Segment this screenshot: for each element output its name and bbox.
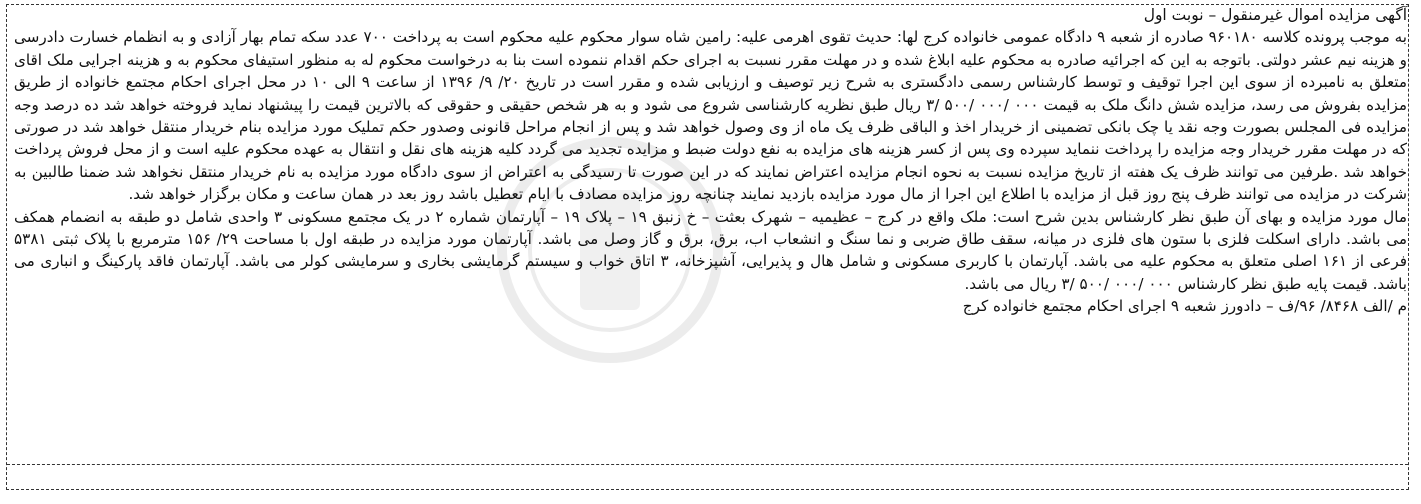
notice-title: آگهی مزایده اموال غیرمنقول – نوبت اول <box>1143 6 1407 24</box>
notice-reference: م /الف ۸۴۶۸/ ۹۶/ف – دادورز شعبه ۹ اجرای احکام مجتمع خانواده کرج <box>962 297 1407 316</box>
notice-paragraph-terms: به موجب پرونده کلاسه ۹۶۰۱۸۰ صادره از شعبه ۹ دادگاه عمومی خانواده کرج لها: حدیث تقوی اهرمی علیه: رامین شاه سوار محکوم علیه محکوم است به پرداخت ۷۰۰ عدد سکه تمام بهار آزادی و به انظمام خسارت دادرسی و هزینه نیم عشر دولتی. باتوجه به این که اجرائیه صادره به محکوم علیه ابلاغ شده و در مهلت مقرر نسبت به اجرای حکم اقدام ننموده است بنا به درخواست محکوم له به منظور استیفای محکوم به و هزینه اجرایی ملک اقای متعلق به نامبرده از سوی این اجرا توقیف و توسط کارشناس رسمی دادگستری به شرح زیر توصیف و ارزیابی شده و مقرر است در تاریخ ۲۰/ ۹/ ۱۳۹۶ از ساعت ۹ الی ۱۰ در محل اجرای احکام مجتمع خانواده از طریق مزایده بفروش می رسد، مزایده شش دانگ ملک به قیمت ۰۰۰ /۰۰۰ /۵۰۰ /۳ ریال طبق نظریه کارشناسی شروع می شود و به هر شخص حقیقی و حقوقی که بالاترین قیمت را پیشنهاد نماید فروخته خواهد شد ده درصد وجه مزایده فی المجلس بصورت وجه نقد یا چک بانکی تضمینی از خریدار اخذ و الباقی ظرف یک ماه از وی وصول خواهد شد و پس از انجام مراحل قانونی وصدور حکم تملیک مورد مزایده بنام خریدار منتقل خواهد شد در صورتی که در مهلت مقرر خریدار وجه مزایده را پرداخت ننماید سپرده وی پس از کسر هزینه های مزایده به نفع دولت ضبط و مزایده تجدید می گردد کلیه هزینه های نقل و انتقال به عهده محکوم علیه است و از محل فروش پرداخت خواهد شد .طرفین می توانند ظرف یک هفته از تاریخ مزایده نسبت به نحوه انجام مزایده اعتراض نمایند که در این صورت تا رسیدگی به اعتراض از سوی دادگاه مورد مزایده به نام خریدار منتقل نخواهد شد ضمنا طالبین به شرکت در مزایده می توانند ظرف پنج روز قبل از مزایده با اطلاع این اجرا از مال مورد مزایده بازدید نمایند چنانچه روز مزایده مصادف با ایام تعطیل باشد روز بعد در همان ساعت و مکان برگزار خواهد شد. <box>14 28 1407 204</box>
auction-notice <box>14 4 1407 318</box>
notice-paragraph-property: مال مورد مزایده و بهای آن طبق نظر کارشناس بدین شرح است: ملک واقع در کرج – عظیمیه – شهرک بعثت – خ زنبق ۱۹ – پلاک ۱۹ – آپارتمان شماره ۲ در یک مجتمع مسکونی ۳ واحدی شامل دو طبقه به انضمام همکف می باشد. دارای اسکلت فلزی با ستون های فلزی در میانه، سقف طاق ضربی و نما سنگ و انشعاب اب، برق، برق و گاز وصل می باشد. آپارتمان مورد مزایده در طبقه اول با مساحت ۲۹/ ۱۵۶ مترمربع با پلاک ثبتی ۵۳۸۱ فرعی از ۱۶۱ اصلی متعلق به محکوم علیه می باشد. آپارتمان با کاربری مسکونی و شامل هال و پذیرایی، آشپزخانه، ۳ اتاق خواب و سیستم گرمایشی بخاری و سرمایشی کولر می باشد. آپارتمان فاقد پارکینگ و انباری می باشد. قیمت پایه طبق نظر کارشناس ۰۰۰ /۰۰۰ /۵۰۰ /۳ ریال می باشد. <box>14 207 1407 293</box>
